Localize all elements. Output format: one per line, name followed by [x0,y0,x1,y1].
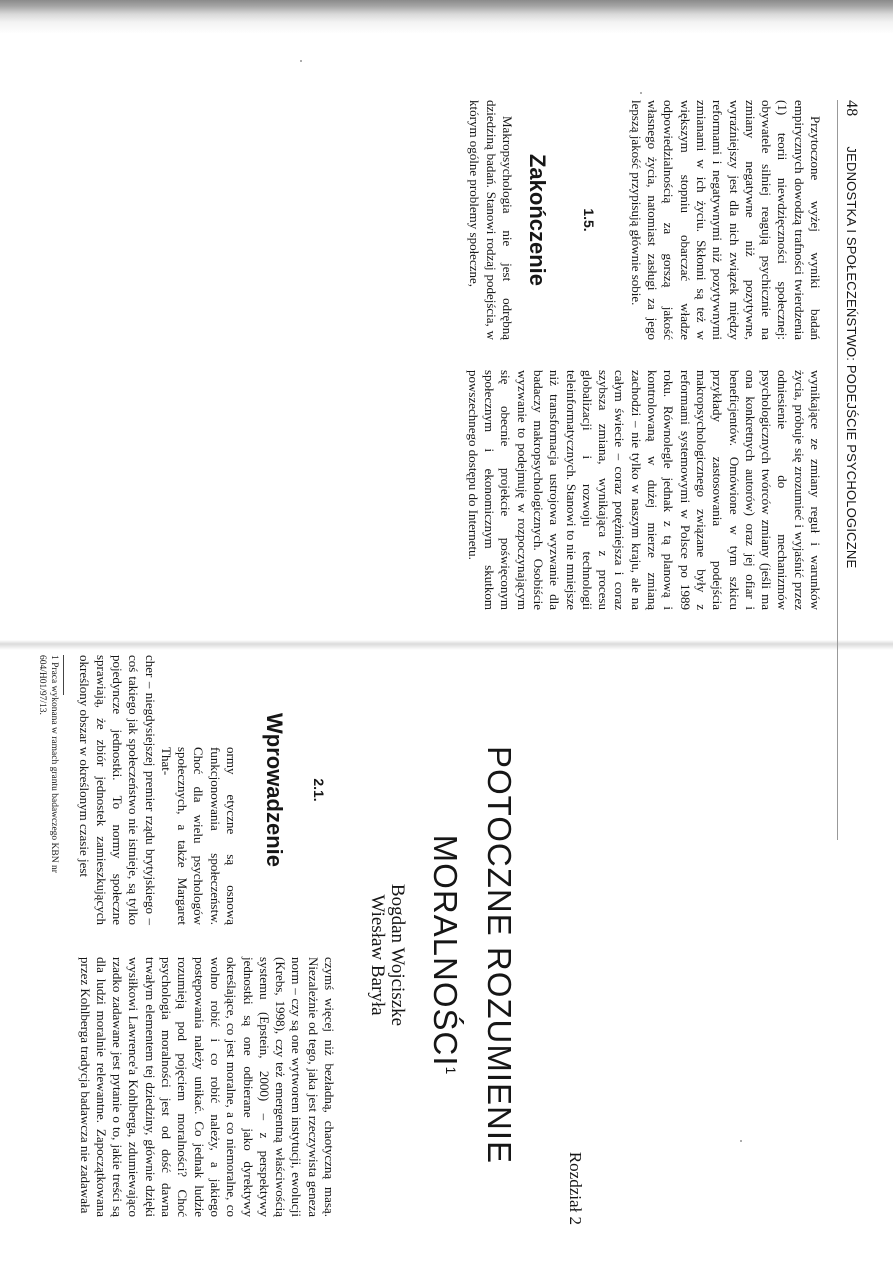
chapter-title-line: POTOCZNE ROZUMIENIE [481,745,518,1165]
page-fold-line [0,640,893,650]
scan-speck [640,92,642,94]
chapter-label: Rozdział 2 [566,1151,585,1225]
scan-speck [300,60,302,62]
column-right [464,370,823,610]
scan-speck [740,1140,742,1142]
paragraph: ormy etyczne są osnową funkcjonowania społeczeństw. Choć dla wielu psychologów społecznych, a także Margaret That- [158,747,239,925]
running-head [837,100,860,840]
section-title: Wprowadzenie [262,712,287,867]
footnote-rule [63,655,64,695]
paragraph: Przytoczone wyżej wyniki badań empirycznych dowodzą trafności twierdzenia (1) teorii niewdzięczności społecznej: obywatele silniej reagują psychicznie na zmiany negatywne niż pozytywne, wyraźniejszy jest dla nich związek między reformami i negatywnymi niż pozytywnymi zmianami w ich życiu. Skłonni są też w większym stopniu obarczać władze odpowiedzialnością za gorszą jakość własnego życia, natomiast zasługi za jego lepszą jakość przypisują głównie sobie. [628,100,823,340]
footnote-number: 1 [49,655,60,660]
section-title: Zakończenie [525,153,551,287]
section-heading [261,655,327,925]
paragraph: cher – niegdysiejszej premier rządu brytyjskiego – coś takiego jak społeczeństwo nie istnieje, są tylko pojedyncze jednostki. To normy społeczne sprawiają, że zbiór jednostek zamieszkujących określony obszar w określonym czasie jest [77,655,158,925]
page-48 [80,100,860,620]
column-left [36,655,337,925]
scan-edge-shadow [0,0,893,34]
page-number: 48 [843,100,860,117]
footnote [36,655,64,925]
paragraph: czymś więcej niż bezładną, chaotyczną masą. Niezależnie od tego, jaka jest rzeczywista geneza norm – czy są one wytworem instytucji, ewolucji (Krebs, 1998), czy też emergentną właściwością systemu (Epstein, 2000) – z perspektywy jednostki są one odbierane jako dyrektywy określające, co jest moralne, a co niemoralne, co wolno robić i co robić należy, a jakiego postępowania należy unikać. Co jednak ludzie rozumieją pod pojęciem moralności? Choć psychologia moralności jest od dość dawna trwałym elementem tej dziedziny, głównie dzięki wysiłkowi Lawrence'a Kohlberga, zdumiewająco rzadko zadawane jest pytanie o to, jakie treści są dla ludzi moralnie relewantne. Zapoczątkowana przez Kohlberga tradycja badawcza nie zadawała [77,957,337,1217]
paragraph: Makropsychologia nie jest odrębną dziedziną badań. Stanowi rodzaj podejścia, w którym ogólne problemy społeczne, [467,100,515,340]
footnote-marker: 1 [443,1066,459,1076]
authors [367,655,407,1255]
section-heading [525,100,598,340]
paragraph: wynikające ze zmiany reguł i warunków życia, próbuje się zrozumieć i wyjaśnić przez odniesienie do mechanizmów psychologicznych twórców zmiany (jeśli ma ona konkretnych autorów) oraz jej ofiar i beneficjentów. Omówione w tym szkicu przykłady zastosowania podejścia makropsychologicznego związane były z reformami systemowymi w Polsce po 1989 roku. Równolegle jednak z tą planową i kontrolowaną w dużej mierze zmianą zachodzi – nie tylko w naszym kraju, ale na całym świecie – coraz potężniejsza i coraz szybsza zmiana, wynikająca z procesu globalizacji i rozwoju technologii teleinformatycznych. Stanowi to nie mniejsze niż transformacja ustrojowa wyzwanie dla badaczy makropsychologicznych. Osobiście wyzwanie to podejmuję w rozpoczynającym się obecnie projekcie poświęconym społecznym i ekonomicznym skutkom powszechnego dostępu do Internetu. [465,370,823,610]
footnote-text: Praca wykonana w ramach grantu badawczego KBN nr 604/H01/97/13. [37,655,60,873]
author-name: Wiesław Baryła [367,894,388,1016]
column-right [36,957,337,1217]
chapter-title [421,655,523,1255]
author-name: Bogdan Wojciszke [387,883,408,1027]
section-number: 1.5. [581,208,598,232]
chapter-title-word: MORALNOŚCI [427,834,464,1067]
section-number: 2.1. [311,778,327,802]
chapter-title-line-2 [421,655,475,1255]
chapter-2-page [5,655,585,1255]
column-left [464,100,823,340]
running-head-title: JEDNOSTKA I SPOŁECZEŃSTWO: PODEJŚCIE PSYCHOLOGICZNE [844,146,859,569]
